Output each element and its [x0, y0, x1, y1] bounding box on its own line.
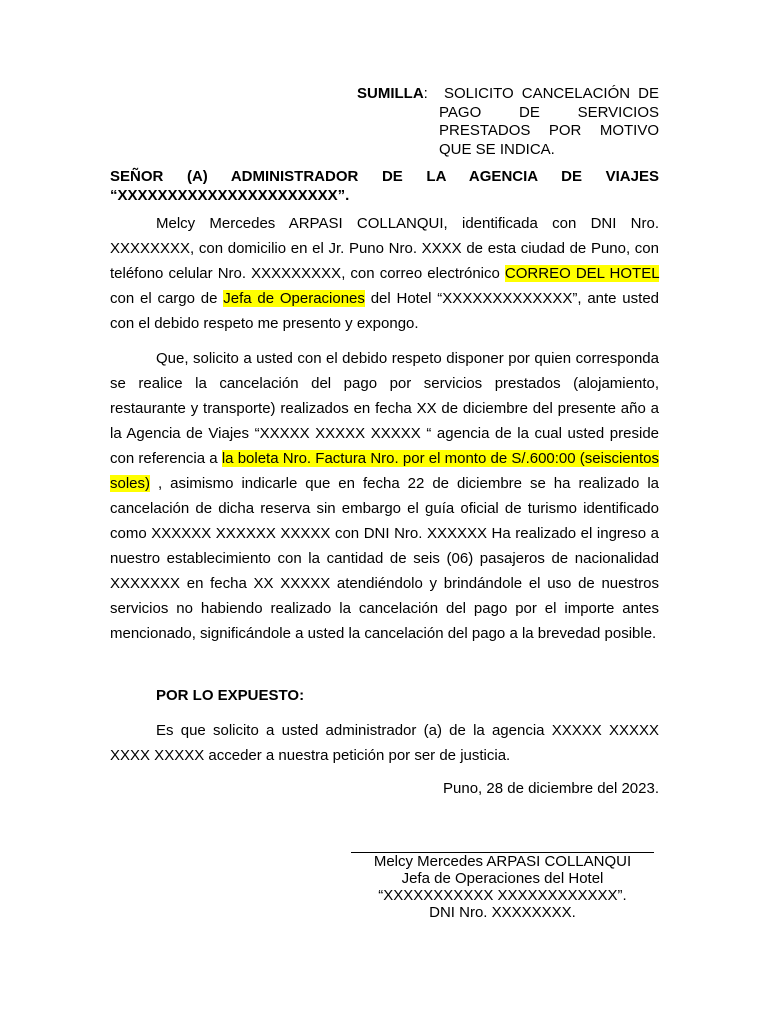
paragraph-request-text-2: , asimismo indicarle que en fecha 22 de diciembre se ha realizado la cancelación de dicha reserva sin embargo el guía oficial de turismo identificado como XXXXXX XXXXXX XXXXX con DNI Nro. XXXXXX Ha realizado el ingreso a nuestro establecimiento con la cantidad de seis (06) pasajeros de nacionalidad XXXXXXX en fecha XX XXXXX atendiéndolo y brindándole el uso de nuestros servicios no habiendo realizado la cancelación del pago por el importe antes mencionado, significándole a usted la cancelación del pago a la brevedad posible.: [110, 475, 659, 642]
paragraph-petition: Es que solicito a usted administrador (a) de la agencia XXXXX XXXXX XXXX XXXXX acceder a nuestra petición por ser de justicia.: [110, 722, 659, 764]
paragraph-introduction-text-3: del Hotel “XXXXXXXXXXXXX”, ante usted con el debido respeto me presento y expongo.: [110, 290, 659, 332]
signature-block: [351, 853, 654, 921]
sumilla-line-1: SOLICITO CANCELACIÓN DE: [443, 85, 659, 102]
signature-dni: DNI Nro. XXXXXXXX.: [429, 904, 576, 921]
paragraph-introduction-text-2: con el cargo de: [110, 290, 224, 307]
date-line: Puno, 28 de diciembre del 2023.: [443, 780, 659, 797]
signature-title: Jefa de Operaciones del Hotel: [401, 870, 604, 887]
sumilla-label: SUMILLA: [357, 85, 424, 102]
paragraph-introduction-text-1: Melcy Mercedes ARPASI COLLANQUI, identificada con DNI Nro. XXXXXXXX, con domicilio en el Jr. Puno Nro. XXXX de esta ciudad de Puno, con teléfono celular Nro. XXXXXXXXX, con correo electrónico: [110, 215, 659, 282]
highlight-position: Jefa de Operaciones: [223, 290, 365, 307]
sumilla-block: [357, 85, 659, 159]
sumilla-line-3: PRESTADOS POR MOTIVO: [439, 122, 659, 139]
section-heading: POR LO EXPUESTO:: [156, 687, 305, 704]
sumilla-line-4: QUE SE INDICA.: [439, 140, 555, 158]
addressee: SEÑOR (A) ADMINISTRADOR DE LA AGENCIA DE VIAJES “XXXXXXXXXXXXXXXXXXXXXX”.: [110, 168, 659, 204]
sumilla-line-2: PAGO DE SERVICIOS: [439, 103, 659, 121]
paragraph-request-text-1: Que, solicito a usted con el debido respeto disponer por quien corresponda se realice la cancelación del pago por servicios prestados (alojamiento, restaurante y transporte) realizados en fecha XX de diciembre del presente año a la Agencia de Viajes “XXXXX XXXXX XXXXX “ agencia de la cual usted preside con referencia a: [110, 350, 659, 467]
highlight-invoice-amount: la boleta Nro. Factura Nro. por el monto de S/.600:00 (seiscientos soles): [110, 450, 660, 492]
sumilla-colon: :: [423, 85, 428, 102]
paragraph-request: [110, 346, 659, 646]
paragraph-introduction: [110, 211, 659, 336]
highlight-email: CORREO DEL HOTEL: [504, 265, 659, 282]
signature-name: Melcy Mercedes ARPASI COLLANQUI: [373, 853, 632, 870]
signature-hotel: “XXXXXXXXXXX XXXXXXXXXXXX”.: [378, 887, 627, 904]
